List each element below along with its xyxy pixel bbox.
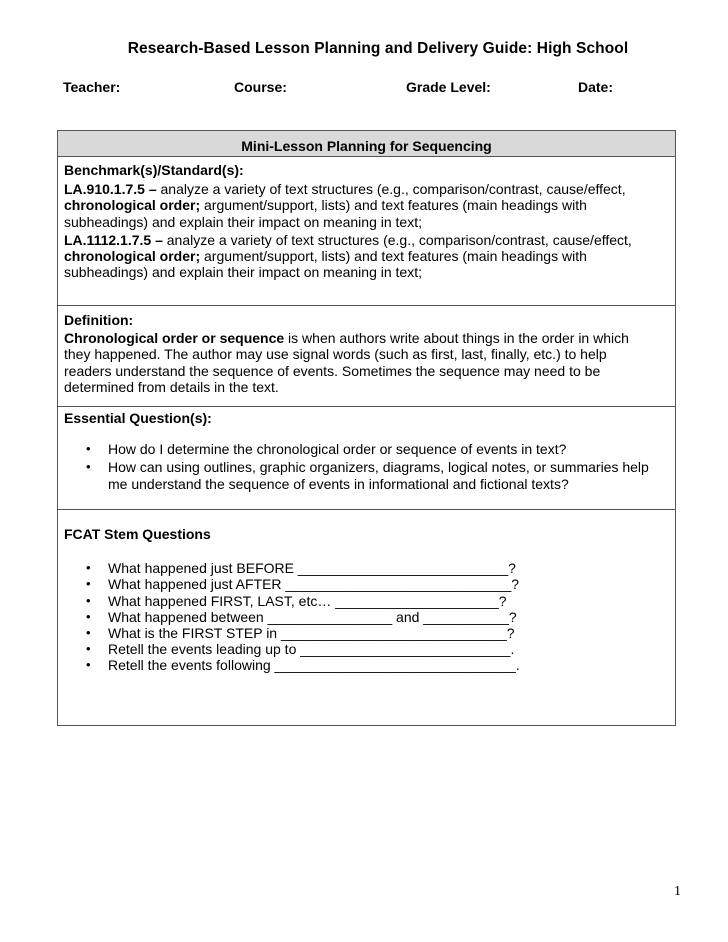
fcat-label: FCAT Stem Questions bbox=[64, 526, 211, 542]
definition-text: is when authors write about things in the order in which bbox=[284, 330, 629, 347]
standard-text: argument/support, lists) and text features (main headings with bbox=[200, 248, 587, 265]
page-title: Research-Based Lesson Planning and Delivery Guide: High School bbox=[127, 40, 629, 57]
teacher-label: Teacher: bbox=[63, 79, 121, 95]
course-label: Course: bbox=[234, 79, 287, 95]
list-item bbox=[64, 641, 669, 657]
list-item bbox=[64, 441, 669, 457]
standard-text: argument/support, lists) and text features (main headings with bbox=[200, 197, 587, 214]
definition-text: determined from details in the text. bbox=[64, 378, 279, 395]
list-item bbox=[64, 576, 669, 592]
lesson-plan-table bbox=[57, 130, 676, 726]
fcat-section bbox=[58, 509, 675, 725]
bullet-icon: • bbox=[86, 459, 91, 475]
list-item bbox=[64, 560, 669, 576]
benchmark-section bbox=[58, 156, 675, 305]
list-item bbox=[64, 657, 669, 673]
definition-term: Chronological order or sequence bbox=[64, 330, 285, 347]
standard-text: subheadings) and explain their impact on meaning in text; bbox=[64, 264, 422, 281]
date-label: Date: bbox=[578, 79, 614, 95]
list-item bbox=[64, 609, 669, 625]
fcat-question: Retell the events leading up to ___________________________. bbox=[108, 641, 515, 658]
grade-level-label: Grade Level: bbox=[406, 79, 491, 95]
bullet-icon: • bbox=[86, 608, 91, 624]
fcat-question: What happened FIRST, LAST, etc… _____________________? bbox=[108, 592, 507, 609]
fcat-question: What happened between ________________ and ___________? bbox=[108, 608, 517, 625]
standard-text: subheadings) and explain their impact on meaning in text; bbox=[64, 213, 422, 230]
essential-questions-list bbox=[64, 441, 669, 492]
standard-text: analyze a variety of text structures (e.g., comparison/contrast, cause/effect, bbox=[156, 181, 626, 198]
fcat-questions-list bbox=[64, 560, 669, 673]
question-text: How can using outlines, graphic organizers, diagrams, logical notes, or summaries help bbox=[108, 459, 649, 476]
fcat-question: What happened just AFTER _____________________________? bbox=[108, 576, 520, 593]
definition-label: Definition: bbox=[64, 312, 134, 328]
bullet-icon: • bbox=[86, 641, 91, 657]
table-heading-text: Mini-Lesson Planning for Sequencing bbox=[241, 138, 492, 154]
definition-text: they happened. The author may use signal words (such as first, last, finally, etc.) to help bbox=[64, 346, 607, 363]
list-item bbox=[64, 625, 669, 641]
table-heading bbox=[58, 131, 675, 156]
standard-text: analyze a variety of text structures (e.g., comparison/contrast, cause/effect, bbox=[162, 231, 632, 248]
bullet-icon: • bbox=[86, 560, 91, 576]
question-text: me understand the sequence of events in informational and fictional texts? bbox=[108, 475, 569, 492]
question-text: How do I determine the chronological order or sequence of events in text? bbox=[108, 441, 567, 458]
list-item bbox=[64, 459, 669, 491]
bullet-icon: • bbox=[86, 441, 91, 457]
standard-code: LA.910.1.7.5 – bbox=[64, 181, 157, 198]
list-item bbox=[64, 593, 669, 609]
standard-bold-phrase: chronological order; bbox=[64, 248, 201, 265]
standard-code: LA.1112.1.7.5 – bbox=[64, 231, 163, 248]
definition-section bbox=[58, 305, 675, 406]
bullet-icon: • bbox=[86, 625, 91, 641]
bullet-icon: • bbox=[86, 576, 91, 592]
essential-questions-section bbox=[58, 406, 675, 509]
definition-text: readers understand the sequence of events. Sometimes the sequence may need to be bbox=[64, 362, 601, 379]
fcat-question: Retell the events following _______________________________. bbox=[108, 657, 520, 674]
standard-910 bbox=[64, 181, 669, 230]
fcat-question: What is the FIRST STEP in _____________________________? bbox=[108, 625, 515, 642]
bullet-icon: • bbox=[86, 657, 91, 673]
essential-questions-label: Essential Question(s): bbox=[64, 410, 212, 426]
standard-1112 bbox=[64, 232, 669, 281]
fcat-question: What happened just BEFORE ___________________________? bbox=[108, 560, 516, 577]
page-number: 1 bbox=[674, 884, 681, 899]
standard-bold-phrase: chronological order; bbox=[64, 197, 201, 214]
benchmark-label: Benchmark(s)/Standard(s): bbox=[64, 162, 244, 178]
bullet-icon: • bbox=[86, 592, 91, 608]
